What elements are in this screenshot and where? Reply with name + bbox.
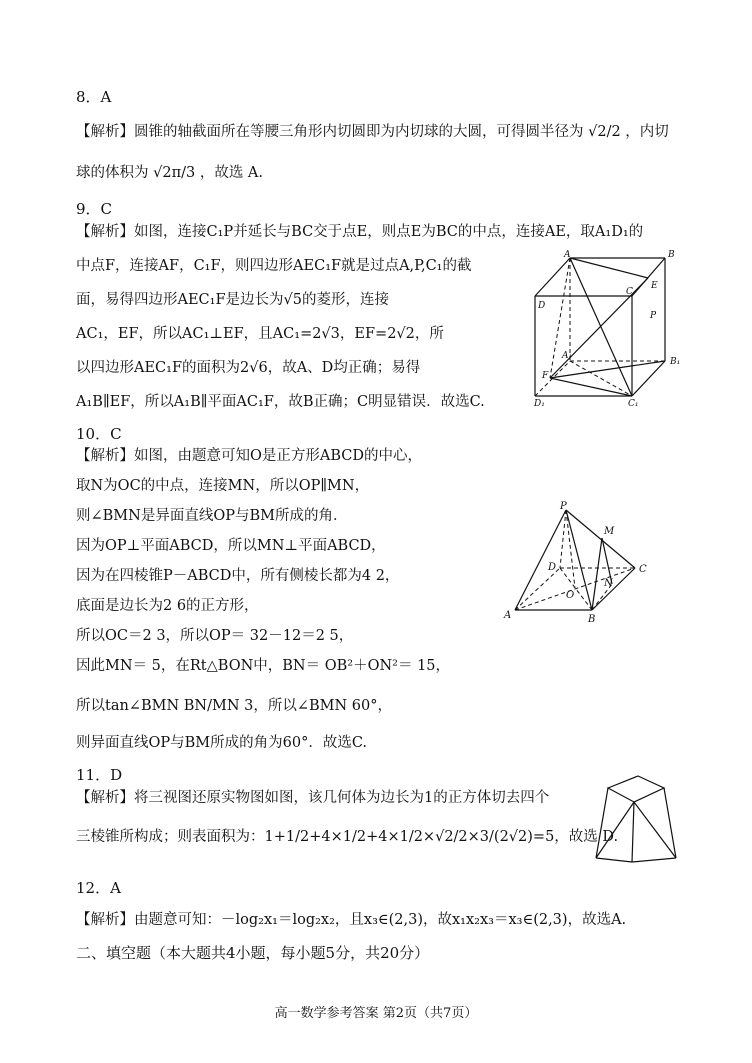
q9-line-6: A₁B∥EF，所以A₁B∥平面AC₁F，故B正确；C明显错误．故选C. — [76, 394, 485, 410]
q9-line-4: AC₁，EF，所以AC₁⊥EF，且AC₁=2√3，EF=2√2，所 — [76, 326, 444, 342]
fig10-label-P: P — [560, 501, 567, 512]
q11-number: 11．D — [76, 766, 123, 784]
q10-line-9: 所以tan∠BMN BN/MN 3，所以∠BMN 60°， — [76, 698, 393, 714]
fig10-label-N: N — [604, 578, 613, 589]
fig9-label-C: C — [626, 287, 633, 297]
q11-line-1: 【解析】将三视图还原实物图如图，该几何体为边长为1的正方体切去四个 — [76, 790, 550, 806]
fig9-label-A: A — [564, 250, 571, 260]
fig9-label-B1: B₁ — [670, 357, 681, 367]
fig9-label-C1: C₁ — [628, 399, 639, 408]
q8-line-1: 【解析】圆锥的轴截面所在等腰三角形内切圆即为内切球的大圆，可得圆半径为 √2/2 ，内切 — [76, 124, 669, 140]
q9-line-3: 面，易得四边形AEC₁F是边长为√5的菱形，连接 — [76, 292, 389, 308]
q10-line-6: 底面是边长为2 6的正方形， — [76, 598, 259, 614]
q8-number: 8．A — [76, 88, 112, 106]
q10-line-1: 【解析】如图，由题意可知O是正方形ABCD的中心， — [76, 448, 423, 464]
pyramid-figure — [500, 500, 660, 625]
q12-number: 12．A — [76, 879, 121, 897]
q10-line-3: 则∠BMN是异面直线OP与BM所成的角． — [76, 508, 348, 524]
q10-line-8: 因此MN＝ 5，在Rt△BON中，BN＝ OB²＋ON²＝ 15， — [76, 658, 451, 674]
fig10-label-B: B — [588, 614, 596, 625]
q12-line-1: 【解析】由题意可知：－log₂x₁＝log₂x₂，且x₃∈(2,3)，故x₁x₂x₃＝x₃∈(2,3)，故选A. — [76, 912, 627, 928]
fig9-label-E: E — [651, 281, 658, 291]
q9-line-2: 中点F，连接AF，C₁F，则四边形AEC₁F就是过点A,P,C₁的截 — [76, 258, 472, 274]
q10-line-7: 所以OC＝2 3，所以OP＝ 32－12＝2 5， — [76, 628, 354, 644]
cube-figure — [520, 248, 690, 408]
q10-line-10: 则异面直线OP与BM所成的角为60°．故选C. — [76, 735, 368, 751]
fig9-label-D: D — [538, 301, 546, 311]
fig9-label-D1: D₁ — [534, 399, 545, 408]
q11-line-2: 三棱锥所构成；则表面积为：1+1/2+4×1/2+4×1/2×√2/2×3/(2√2)=5，故选 D. — [76, 829, 619, 845]
solid-figure — [590, 772, 682, 868]
fig10-label-D: D — [548, 562, 557, 573]
q8-line-2: 球的体积为 √2π/3 ，故选 A. — [76, 165, 264, 181]
fig9-label-B: B — [668, 250, 675, 260]
fig9-label-P: P — [650, 311, 657, 321]
section-heading: 二、填空题（本大题共4小题，每小题5分，共20分） — [76, 944, 430, 962]
q9-number: 9．C — [76, 200, 113, 218]
q10-line-2: 取N为OC的中点，连接MN，所以OP∥MN， — [76, 478, 370, 494]
fig10-label-A: A — [504, 610, 512, 621]
fig9-label-F: F — [542, 371, 549, 381]
fig10-label-C: C — [639, 564, 647, 575]
page-footer: 高一数学参考答案 第2页（共7页） — [274, 1006, 478, 1021]
fig10-label-M: M — [604, 526, 615, 537]
fig10-label-O: O — [566, 590, 575, 601]
q10-line-5: 因为在四棱锥P－ABCD中，所有侧棱长都为4 2， — [76, 568, 400, 584]
q10-line-4: 因为OP⊥平面ABCD，所以MN⊥平面ABCD， — [76, 538, 386, 554]
q9-line-5: 以四边形AEC₁F的面积为2√6，故A、D均正确；易得 — [76, 360, 421, 376]
fig9-label-A1: A₁ — [562, 351, 573, 361]
q9-line-1: 【解析】如图，连接C₁P并延长与BC交于点E，则点E为BC的中点，连接AE，取A₁D₁的 — [76, 224, 644, 240]
q10-number: 10．C — [76, 425, 122, 443]
